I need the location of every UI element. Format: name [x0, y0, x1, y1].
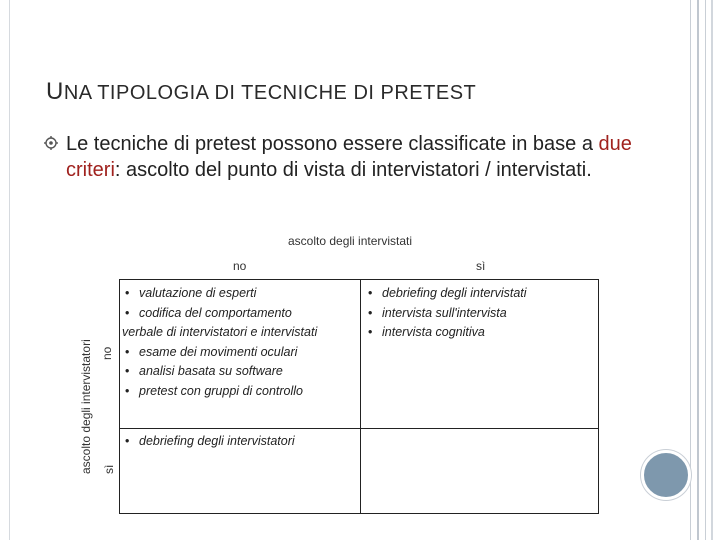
row-si-label: sì: [102, 464, 116, 474]
left-frame-line: [9, 0, 10, 540]
classification-table: [119, 279, 599, 514]
column-axis-label: ascolto degli intervistati: [288, 234, 413, 248]
list-item: • debriefing degli intervistatori: [122, 432, 356, 452]
row-no-label: no: [100, 346, 114, 360]
decorative-circle: [641, 450, 691, 500]
column-no-label: no: [233, 259, 247, 273]
list-item: • debriefing degli intervistati: [365, 284, 597, 304]
list-item: • intervista sull'intervista: [365, 304, 597, 324]
settings-gear-icon: [44, 136, 58, 153]
slide-title: [46, 78, 476, 106]
list-item: • esame dei movimenti oculari: [122, 343, 356, 363]
list-item: • pretest con gruppi di controllo: [122, 382, 356, 402]
title-rest: NA TIPOLOGIA DI TECNICHE DI PRETEST: [63, 82, 477, 104]
cell-no-no: [122, 284, 356, 401]
decorative-frame-line: [690, 0, 691, 540]
decorative-frame-line: [697, 0, 699, 540]
list-item: • codifica del comportamento: [122, 304, 356, 324]
decorative-frame-line: [711, 0, 713, 540]
bullet-text-after: : ascolto del punto di vista di intervistatori / intervistati.: [114, 159, 592, 181]
bullet-accent-text: due criteri: [66, 133, 632, 181]
cell-si-no: [122, 432, 356, 452]
bullet-text-before: Le tecniche di pretest possono essere classificate in base a: [66, 133, 599, 155]
table-divider-horizontal: [120, 428, 598, 429]
cell-no-si: [365, 284, 597, 343]
list-item-continuation: verbale di intervistatori e intervistati: [122, 325, 318, 339]
list-item: • valutazione di esperti: [122, 284, 356, 304]
row-axis-label: ascolto degli intervistatori: [79, 339, 93, 474]
decorative-frame-line: [705, 0, 706, 540]
list-item: • analisi basata su software: [122, 362, 356, 382]
title-initial: U: [46, 78, 64, 105]
list-item: • intervista cognitiva: [365, 323, 597, 343]
table-divider-vertical: [360, 280, 361, 513]
column-si-label: sì: [476, 259, 486, 273]
bullet-text: [66, 131, 646, 183]
